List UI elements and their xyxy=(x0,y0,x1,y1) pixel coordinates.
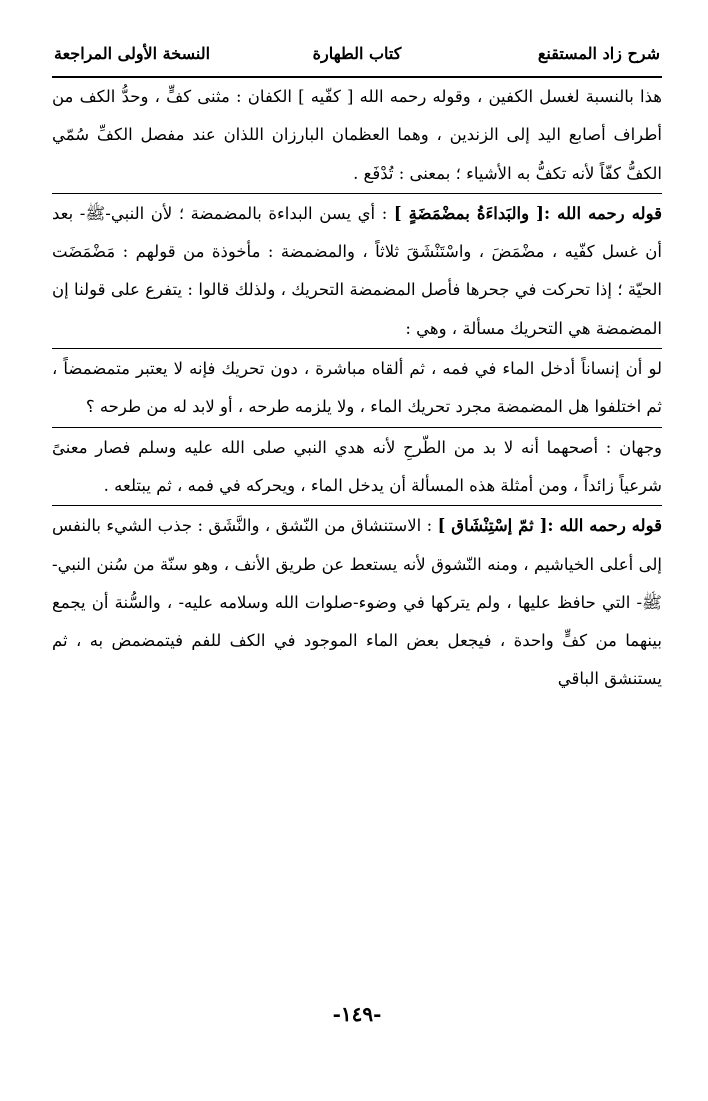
document-page xyxy=(52,34,662,1074)
paragraph xyxy=(52,429,662,506)
paragraph-text: وجهان : أصحهما أنه لا بد من الطّرحِ لأنه هدي النبي صلى الله عليه وسلم فصار معنىً شرعياً زائداً ، ومن أمثلة هذه المسألة أن يدخل الماء ، ويحركه في فمه ، ثم يبتلعه . xyxy=(52,437,662,495)
paragraph xyxy=(52,195,662,348)
paragraph-text: : الاستنشاق من النّشق ، والنَّشَق : جذب الشيء بالنفس إلى أعلى الخياشيم ، ومنه النّشوق لأنه يستعط عن طريق الأنف ، وهو سنّة من سُنن النبي-ﷺ- التي حافظ عليها ، ولم يتركها في وضوء-صلوات الله وسلامه عليه- ، والسُّنة أن يجمع بينهما من كفٍّ واحدة ، فيجعل بعض الماء الموجود في الكف للفم فيتمضمض به ، ثم يستنشق الباقي xyxy=(52,516,662,689)
body-text xyxy=(52,78,662,699)
paragraph-divider xyxy=(52,427,662,428)
paragraph-lead: قوله رحمه الله :[ والبَداءَةُ بمضْمَضَةٍ ] xyxy=(393,203,662,223)
paragraph-text: هذا بالنسبة لغسل الكفين ، وقوله رحمه الله [ كفّيه ] الكفان : مثنى كفٍّ ، وحدُّ الكف من أطراف أصابع اليد إلى الزندين ، وهما العظمان البارزان اللذان عند مفصل الكفِّ سُمّي الكفُّ كفّاً لأنه تكفُّ به الأشياء ؛ بمعنى : تُدْفَع . xyxy=(52,87,662,183)
paragraph-text: لو أن إنساناً أدخل الماء في فمه ، ثم ألقاه مباشرة ، دون تحريك فإنه لا يعتبر متمضمضاً ، ثم اختلفوا هل المضمضة مجرد تحريك الماء ، ولا يلزمه طرحه ، أو لابد له من طرحه ؟ xyxy=(52,359,662,417)
paragraph-lead: قوله رحمه الله :[ ثمّ إسْتِنْشَاق ] xyxy=(437,516,662,536)
paragraph xyxy=(52,350,662,427)
header-edition: النسخة الأولى المراجعة xyxy=(54,44,211,63)
running-header xyxy=(52,34,662,78)
header-book-title: شرح زاد المستقنع xyxy=(537,44,660,63)
header-chapter: كتاب الطهارة xyxy=(312,44,402,63)
paragraph xyxy=(52,78,662,193)
paragraph xyxy=(52,507,662,698)
paragraph-divider xyxy=(52,348,662,349)
paragraph-text: : أي يسن البداءة بالمضمضة ؛ لأن النبي-ﷺ- بعد أن غسل كفّيه ، مضْمَضَ ، واسْتَنْشَقَ ثلاثاً ، والمضمضة : مأخوذة من قولهم : مَضْمَضَت الحيّة ؛ إذا تحركت في جحرها فأصل المضمضة التحريك ، ولذلك قالوا : يتفرع على قولنا إن المضمضة هي التحريك مسألة ، وهي : xyxy=(52,203,662,338)
paragraph-divider xyxy=(52,193,662,194)
page-number: -١٤٩- xyxy=(332,1002,382,1026)
paragraph-divider xyxy=(52,505,662,506)
